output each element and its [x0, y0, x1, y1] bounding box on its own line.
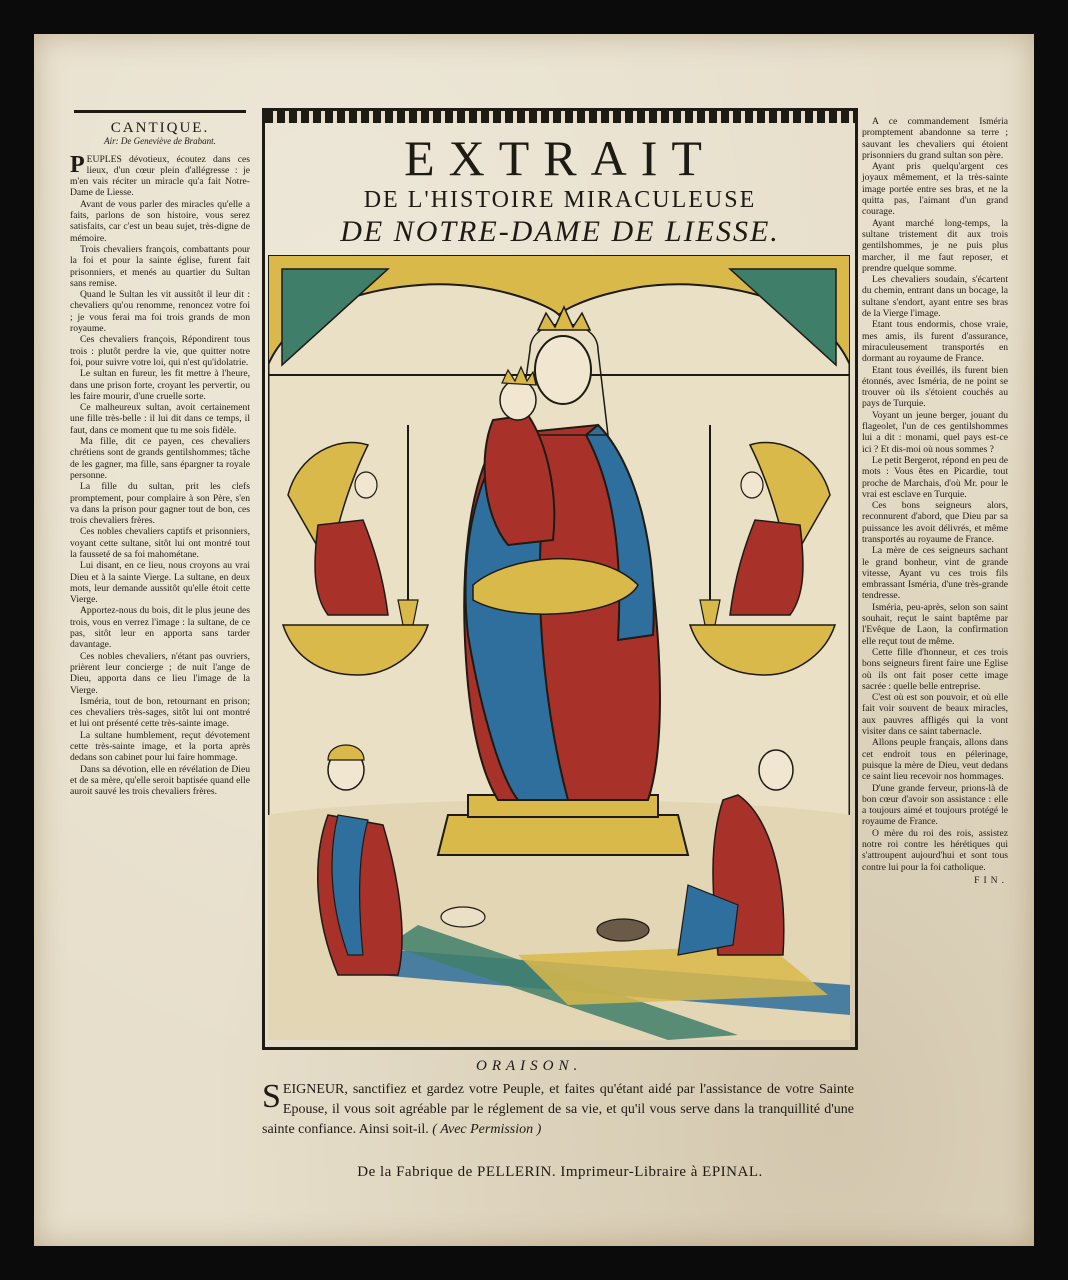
cantique-paragraph: Les chevaliers soudain, s'écartent du chemin, entrant dans un bocage, la sultane s'endort, ayant entre ses bras de la Vierge l'image. [862, 274, 1008, 320]
cantique-paragraph: Cette fille d'honneur, et ces trois bons seigneurs firent faire une Eglise où ils ont fait poser cette image sacrée : quelle belle entreprise. [862, 646, 1008, 692]
cantique-paragraph: Isméria, tout de bon, retournant en prison; ces chevaliers très-sages, sitôt lui ont montré et lui ont présenté cette très-sainte image. [70, 695, 250, 730]
cantique-paragraph: Ma fille, dit ce payen, ces chevaliers chrétiens sont de grands gentilshommes; tâche de les gagner, ma fille, sans épargner ta royale personne. [70, 436, 250, 481]
cantique-paragraph: La sultane humblement, reçut dévotement cette très-sainte image, et la porta après dedans son cabinet pour lui faire hommage. [70, 729, 250, 764]
cantique-paragraph: Ces bons seigneurs alors, reconnurent d'abord, que Dieu par sa puissance les avoit délivrés, et même transportés au royaume de France. [862, 500, 1008, 545]
decorative-border [265, 111, 855, 123]
page-subtitle: DE L'HISTOIRE MIRACULEUSE [363, 187, 757, 213]
cantique-paragraph: Ces chevaliers françois, Répondirent tous trois : plutôt perdre la vie, que quitter notre foi, pour suivre votre loi, qui n'est qu'idolatrie. [70, 334, 250, 368]
cantique-paragraph: C'est où est son pouvoir, et où elle fait voir souvent de beaux miracles, aux pauvres affligés qui la vont visiter dans ce saint tabernacle. [862, 692, 1008, 738]
cantique-paragraph: Apportez-nous du bois, dit le plus jeune des trois, vous en verrez l'image : la sultane, de ce pas, sitôt leur en apporta sans tarder davantage. [70, 605, 250, 651]
cantique-paragraph: Avant de vous parler des miracles qu'elle a faits, parlons de son histoire, vous serez satisfaits, car c'est un beau sujet, très-digne de mémoire. [70, 198, 250, 244]
cantique-paragraph: Quand le Sultan les vit aussitôt il leur dit : chevaliers qu'ou renomme, renoncez votre foi ; je vous ferai ma foi trois grands de mon royaume. [70, 289, 250, 335]
cantique-paragraph: Voyant un jeune berger, jouant du flageolet, l'un de ces gentilshommes lui a dit : monami, quel pays est-ce ici ? Et dis-moi où nous sommes ? [862, 409, 1008, 455]
cantique-paragraph: Etant tous éveillés, ils furent bien étonnés, avec Isméria, de ne point se trouver où ils s'étoient couchés au pays de Turquie. [862, 364, 1008, 410]
fin-mark: FIN. [974, 874, 1008, 886]
cantique-paragraph: Le sultan en fureur, les fit mettre à l'heure, dans une prison forte, croyant les pervertir, ou les faire mourir, d'une cruelle sorte. [70, 368, 250, 402]
dropcap-letter: P [70, 151, 85, 178]
cantique-paragraph: Dans sa dévotion, elle en révélation de Dieu et de sa mère, qu'elle seroit baptisée quand elle auroit sauvé les trois chevaliers frères. [70, 763, 250, 798]
cantique-paragraph: La fille du sultan, prit les clefs promptement, pour complaire à son Père, s'en va dans la prison pour gagner tout de bon, ces trois chevaliers frères. [70, 481, 250, 527]
cantique-paragraph: Trois chevaliers françois, combattants pour la foi et pour la sainte église, furent fait prisonniers, et menés au quartier du Sultan sans remise. [70, 243, 250, 289]
cantique-paragraph: Allons peuple français, allons dans cet endroit tous en pélerinage, puisque la mère de Dieu, veut dedans ce saint lieu recevoir nos hommages. [862, 737, 1008, 783]
cantique-paragraph: Ces nobles chevaliers captifs et prisonniers, voyant cette sultane, sitôt lui ont montré tout la fausseté de sa foi mahométane. [70, 526, 250, 560]
cantique-paragraph: Etant tous endormis, chose vraie, mes amis, ils furent d'assurance, miraculeusement transportés en dormant au royaume de France. [862, 319, 1008, 365]
permission-note: ( Avec Permission ) [432, 1122, 542, 1137]
oraison-text [262, 1080, 854, 1140]
top-rule [74, 110, 246, 113]
cantique-paragraph: Ayant pris quelqu'argent ces joyaux mêmement, et la très-sainte image portée entre ses bras, et ne la quitta pas, l'aimant d'un grand courage. [862, 161, 1008, 218]
cantique-paragraph: Ce malheureux sultan, avoit certainement une fille très-belle : il lui dit dans ce temps, il faut, dans ce moment que tu me sois fidèle. [70, 402, 250, 436]
cantique-heading: CANTIQUE. [110, 120, 210, 136]
cantique-air: Air: De Geneviève de Brabant. [104, 136, 216, 147]
page-title: EXTRAIT [404, 130, 716, 186]
cantique-paragraph: PEUPLES dévotieux, écoutez dans ces lieux, d'un cœur plein d'allégresse : je m'en vais réciter un miracle qu'a fait Notre-Dame de Liesse. [70, 151, 250, 199]
cantique-paragraph: Ayant marché long-temps, la sultane tristement dit aux trois gentilshommes, je ne puis plus marcher, il me faut reposer, et prendre quelque somme. [862, 217, 1008, 274]
cantique-paragraph: La mère de ces seigneurs sachant le grand bonheur, vint de grande vitesse, Ayant vu ces trois fils embrassant Isméria, d'une très-grande tendresse. [862, 545, 1008, 602]
printer-imprint: De la Fabrique de PELLERIN. Imprimeur-Libraire à EPINAL. [357, 1164, 763, 1180]
cantique-column-right [862, 116, 1008, 886]
oraison-dropcap: S [262, 1078, 281, 1115]
madonna-illustration [268, 255, 850, 1040]
oraison-title: ORAISON. [476, 1058, 583, 1074]
cantique-paragraph: Ces nobles chevaliers, n'étant pas ouvriers, prièrent leur concierge ; de nuit l'ange de Dieu, apporta dans ce lieu l'image de la Vierge. [70, 650, 250, 696]
oraison-body: EIGNEUR, sanctifiez et gardez votre Peuple, et faites qu'étant aidé par l'assistance de votre Sainte Epouse, il vous soit agréable par le réglement de sa vie, et qu'il vous serve dans la tranquillité d'une sainte confiance. Ainsi soit-il. [262, 1082, 854, 1137]
cantique-paragraph: D'une grande ferveur, prions-là de bon cœur d'avoir son assistance : elle a toujours aimé et toujours protégé le royaume de France. [862, 782, 1008, 828]
cantique-paragraph: Isméria, peu-après, selon son saint souhait, reçut le saint baptême par l'Evêque de Laon, la confirmation elle reçut tout de même. [862, 601, 1008, 647]
cantique-paragraph: Le petit Bergerot, répond en peu de mots : Vous êtes en Picardie, tout proche de Marchais, d'où Mr. pour le vrai est esclave en Turquie. [862, 454, 1008, 500]
cantique-paragraph: A ce commandement Isméria promptement abandonne sa terre ; sauvant les chevaliers qui étoient prisonniers du grand sultan son père. [862, 116, 1008, 161]
cantique-paragraph: O mère du roi des rois, assistez notre roi contre les hérétiques qui s'attroupent aujourd'hui et sont tous contre lui pour la foi catholique. [862, 827, 1008, 873]
cantique-column [70, 110, 250, 798]
page-subtitle-italic: DE NOTRE-DAME DE LIESSE. [340, 215, 780, 248]
cantique-paragraph: Lui disant, en ce lieu, nous croyons au vrai Dieu et à la sainte Vierge. La sultane, en deux mots, leur demande aussitôt qu'elle étoit cette Vierge. [70, 560, 250, 606]
